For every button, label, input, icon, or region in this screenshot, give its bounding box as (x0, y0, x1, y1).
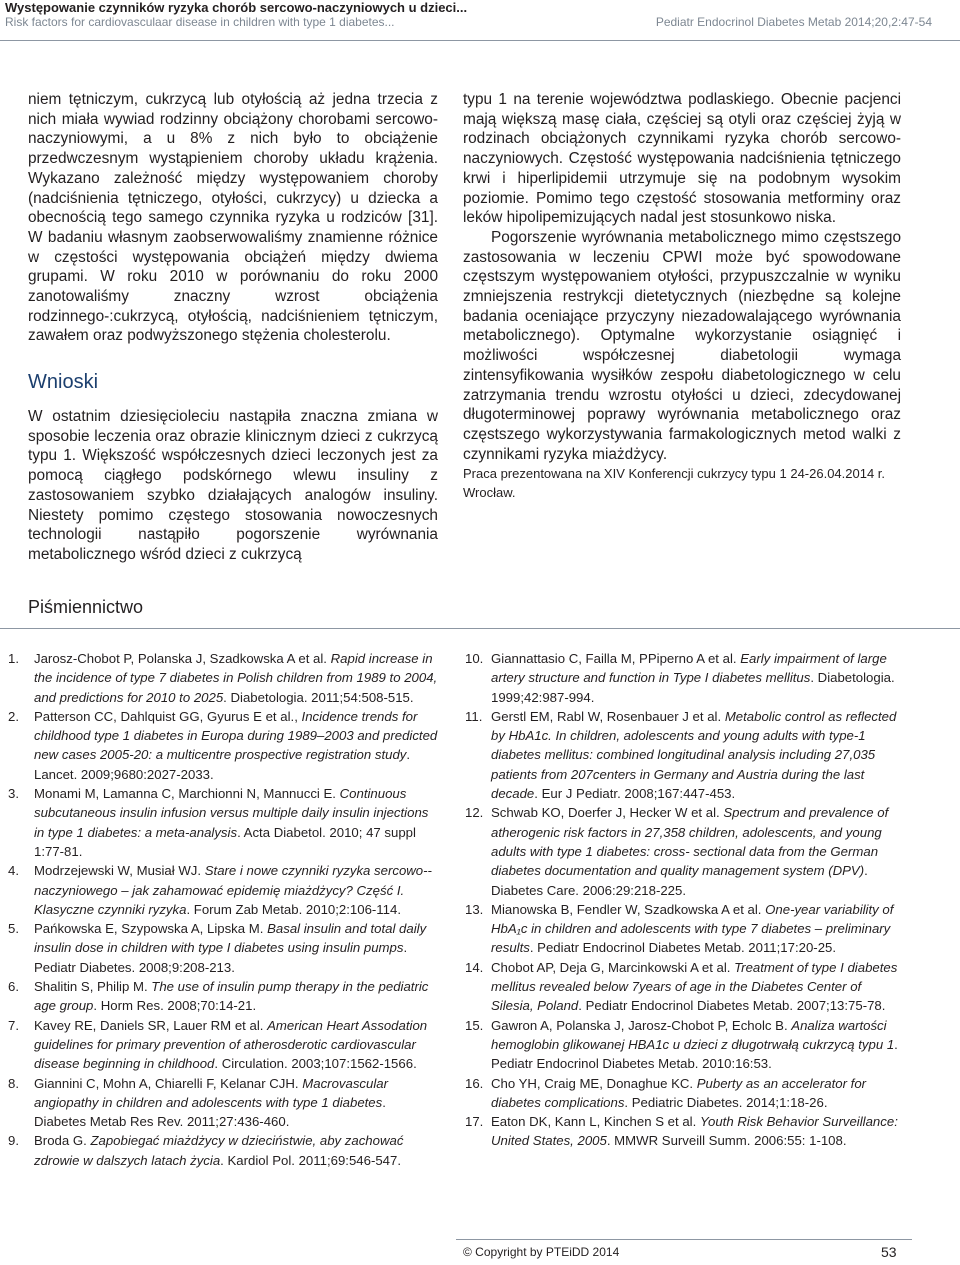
reference-text (34, 977, 438, 1016)
reference-item (465, 803, 901, 899)
reference-number: 13. (465, 901, 484, 917)
reference-title: Treatment of type I diabetes mellitus revealed below 7years of age in the Diabetes Center of Silesia, Poland (491, 959, 898, 1014)
reference-authors: Shalitin S, Philip M. (34, 979, 152, 995)
reference-title: Incidence trends for childhood type 1 diabetes in Europa during 1989–2003 and predicted new cases 2005-20: a multicentre prospective registration study (34, 708, 438, 763)
reference-source: . Acta Diabetol. 2010; 47 suppl 1:77-81. (34, 824, 416, 859)
reference-number: 12. (465, 805, 484, 821)
reference-title: Zapobiegać miażdżycy w dzieciństwie, aby zachować zdrowie w dalszych latach życia (34, 1133, 404, 1168)
reference-title: Puberty as an accelerator for diabetes complications (491, 1075, 867, 1110)
reference-title: Analiza wartości hemoglobin glikowanej HBA1c u dzieci z długotrwałą cukrzycą typu 1 (491, 1017, 895, 1052)
reference-authors: Patterson CC, Dahlquist GG, Gyurus E et al., (34, 708, 302, 724)
reference-title: Continuous subcutaneous insulin infusion versus multiple daily insulin injections in type 1 diabetes: a meta-analysis (34, 786, 429, 840)
reference-source: . Diabetologia. 1999;42:987-994. (491, 670, 895, 705)
right-column-text (463, 90, 901, 502)
reference-item (8, 1016, 438, 1074)
reference-authors: Giannini C, Mohn A, Chiarelli F, Kelanar CJH. (34, 1075, 303, 1091)
reference-source: . Diabetologia. 2011;54:508-515. (223, 689, 414, 705)
reference-text (34, 707, 438, 784)
reference-title: The use of insulin pump therapy in the pediatric age group (34, 979, 429, 1014)
reference-source: . Pediatr Endocrinol Diabetes Metab. 2010:16:53. (491, 1036, 898, 1072)
reference-source: . Pediatr Diabetes. 2008;9:208-213. (34, 940, 408, 975)
references-heading: Piśmiennictwo (28, 597, 144, 617)
reference-title: Youth Risk Behavior Surveillance: United States, 2005 (491, 1114, 898, 1149)
reference-number: 8. (8, 1075, 19, 1091)
reference-title: Early impairment of large artery structure and function in Type I diabetes mellitus (491, 651, 887, 686)
reference-source: . Kardiol Pol. 2011;69:546-547. (220, 1152, 402, 1168)
reference-authors: Giannattasio C, Failla M, PPiperno A et al. (491, 651, 741, 666)
reference-authors: Kavey RE, Daniels SR, Lauer RM et al. (34, 1017, 268, 1033)
reference-text (491, 1016, 901, 1074)
reference-title: American Heart Assodation guidelines for primary prevention of atherosderotic cardiovascular disease beginning in childhood (34, 1017, 428, 1072)
references-divider (0, 628, 960, 629)
reference-text (491, 958, 901, 1016)
body-paragraph: Pogorszenie wyrównania metabolicznego mimo częstszego zastosowania w leczeniu CPWI może być spowodowane częstszym występowaniem otyłości, przypuszczalnie w wyniku zmniejszenia restrykcji dietetycznych (niezbędne są kolejne badania oceniające przyczyny niezadowalającego wyrównania metabolicznego). Optymalne wykorzystanie osiągnięć i możliwości współczesnej diabetologii wymaga zintensyfikowania wysiłków zespołu diabetologicznego w celu zatrzymania trendu wzrostu otyłości u dzieci, zdecydowanej długoterminowej poprawy wyrównania metabolicznego oraz częstszego wykorzystywania farmakologicznych metod walki z czynnikami ryzyka miażdżycy. (463, 228, 901, 463)
reference-number: 4. (8, 863, 19, 879)
reference-authors: Mianowska B, Fendler W, Szadkowska A et al. (491, 901, 766, 917)
reference-authors: Chobot AP, Deja G, Marcinkowski A et al. (491, 959, 735, 975)
reference-text (491, 707, 901, 803)
reference-number: 14. (465, 959, 484, 975)
reference-title: One-year variability of HbA₁c in children and adolescents with type 7 diabetes – preliminary results (491, 901, 894, 956)
reference-source: . Horm Res. 2008;70:14-21. (93, 998, 257, 1014)
reference-text (34, 1074, 438, 1132)
body-paragraph: niem tętniczym, cukrzycą lub otyłością aż jedna trzecia z nich miała wywiad rodzinny obciążony chorobami sercowo-naczyniowymi, a u 8% z nich było to obciążenie przedwczesnym wystąpieniem choroby układu krążenia. Wykazano zależność między występowaniem choroby (nadciśnienia tętniczego, otyłości, cukrzycy) u dziecka a obecnością tego samego czynnika ryzyka u rodziców [31]. W badaniu własnym zaobserwowaliśmy znamienne różnice w częstości występowania obciążeń między dwiema grupami. W roku 2010 w porównaniu do roku 2000 zanotowaliśmy znaczny wzrost obciążenia rodzinnego-:cukrzycą, otyłością, nadciśnieniem tętniczym, zawałem oraz podwyższonego stężenia cholesterolu. (28, 91, 438, 345)
references-list-left (8, 649, 438, 1170)
reference-item (8, 977, 438, 1016)
reference-item (8, 707, 438, 784)
reference-item (465, 900, 901, 958)
reference-authors: Pańkowska E, Szypowska A, Lipska M. (34, 921, 268, 937)
reference-item (465, 649, 901, 707)
reference-text (491, 1074, 901, 1113)
reference-item (8, 861, 438, 919)
reference-number: 15. (465, 1017, 484, 1033)
page-number: 53 (881, 1244, 897, 1260)
reference-item (465, 958, 901, 1016)
reference-text (34, 1016, 438, 1074)
reference-title: Metabolic control as reflected by HbA1c. In children, adolescents and young adults with type-1 diabetes mellitus: combined longitudinal analysis including 27,035 patients from 207centers in Germany and Austria during the last decade (491, 708, 897, 802)
reference-number: 3. (8, 786, 19, 802)
reference-title: Macrovascular angiopathy in children and adolescents with type 1 diabetes (34, 1075, 389, 1110)
reference-item (8, 784, 438, 861)
reference-number: 9. (8, 1133, 19, 1149)
reference-number: 1. (8, 651, 19, 666)
running-subtitle: Risk factors for cardiovasculaar disease in children with type 1 diabetes... (5, 15, 395, 29)
reference-text (491, 803, 901, 899)
reference-item (8, 919, 438, 977)
reference-authors: Schwab KO, Doerfer J, Hecker W et al. (491, 805, 724, 821)
body-paragraph: W ostatnim dziesięcioleciu nastąpiła znaczna zmiana w sposobie leczenia oraz obrazie klinicznym dzieci z cukrzycą typu 1. Większość współczesnych dzieci leczonych jest za pomocą ciągłego podskórnego wlewu insuliny z zastosowaniem szybko działających analogów insuliny. Niestety pomimo częstego stosowania nowoczesnych technologii nastąpiło pogorszenie wyrównania metabolicznego wśród dzieci z cukrzycą (28, 408, 438, 563)
reference-number: 7. (8, 1017, 19, 1033)
reference-text (491, 1112, 901, 1151)
left-column-text (28, 90, 438, 346)
reference-number: 10. (465, 651, 484, 666)
reference-source: . Pediatr Endocrinol Diabetes Metab. 2011;17:20-25. (529, 940, 837, 956)
reference-source: . Diabetes Care. 2006:29:218-225. (491, 863, 868, 898)
reference-title: Basal insulin and total daily insulin dose in children with type I diabetes using insulin pumps (34, 921, 427, 956)
reference-text (34, 861, 438, 919)
reference-authors: Jarosz-Chobot P, Polanska J, Szadkowska A et al. (34, 651, 331, 666)
reference-item (465, 1074, 901, 1113)
reference-authors: Broda G. (34, 1133, 91, 1149)
copyright: © Copyright by PTEiDD 2014 (463, 1245, 620, 1259)
presentation-note: Praca prezentowana na XIV Konferencji cukrzycy typu 1 24-26.04.2014 r. Wrocław. (463, 466, 886, 501)
reference-item (8, 649, 438, 707)
reference-source: . Lancet. 2009;9680:2027-2033. (34, 747, 411, 782)
header-divider (0, 40, 960, 41)
body-paragraph: typu 1 na terenie województwa podlaskiego. Obecnie pacjenci mają większą masę ciała, częściej są otyli oraz częściej żyją w rodzinach obciążonych czynnikami ryzyka chorób sercowo-naczyniowych. Częstość występowania nadciśnienia tętniczego krwi i hiperlipidemii utrzymuje się na podobnym wysokim poziomie. Pomimo tego częstość stosowania metforminy oraz leków hipolipemizujących nadal jest stosunkowo niska. (463, 91, 901, 227)
reference-number: 2. (8, 708, 19, 724)
reference-text (491, 900, 901, 958)
journal-citation: Pediatr Endocrinol Diabetes Metab 2014;20,2:47-54 (655, 15, 932, 29)
reference-source: . Circulation. 2003;107:1562-1566. (214, 1056, 417, 1072)
reference-item (8, 1074, 438, 1132)
references-list-right (465, 649, 901, 1151)
reference-title: Spectrum and prevalence of atherogenic risk factors in 27,358 children, adolescents, and young adults with type 1 diabetes: cross- sectional data from the German diabetes documentation and quality management system (DPV) (491, 805, 889, 879)
section-heading: Wnioski (28, 371, 99, 393)
reference-source: . Diabetes Metab Res Rev. 2011;27:436-460. (34, 1094, 386, 1130)
reference-source: . Pediatr Endocrinol Diabetes Metab. 2007;13:75-78. (578, 998, 886, 1014)
reference-authors: Monami M, Lamanna C, Marchionni N, Mannucci E. (34, 786, 340, 802)
reference-title: Rapid increase in the incidence of type 7 diabetes in Polish children from 1989 to 2004, and predictions for 2010 to 2025 (34, 651, 438, 705)
reference-text (34, 919, 438, 977)
reference-number: 6. (8, 979, 19, 995)
reference-source: . Eur J Pediatr. 2008;167:447-453. (534, 786, 736, 802)
reference-text (34, 649, 438, 707)
reference-authors: Gawron A, Polanska J, Jarosz-Chobot P, Echolc B. (491, 1017, 792, 1033)
reference-source: . Forum Zab Metab. 2010;2:106-114. (186, 901, 401, 917)
reference-text (34, 1131, 438, 1170)
reference-authors: Eaton DK, Kann L, Kinchen S et al. (491, 1114, 700, 1130)
conclusions-text (28, 407, 438, 565)
reference-title: Stare i nowe czynniki ryzyka sercowo--naczyniowego – jak zahamować epidemię miażdżycy? Część I. Klasyczne czynniki ryzyka (34, 863, 432, 917)
reference-authors: Cho YH, Craig ME, Donaghue KC. (491, 1075, 697, 1091)
reference-authors: Gerstl EM, Rabl W, Rosenbauer J et al. (491, 708, 725, 724)
footer-divider (456, 1239, 912, 1240)
reference-source: . MMWR Surveill Summ. 2006:55: 1-108. (606, 1133, 847, 1149)
reference-number: 17. (465, 1114, 484, 1130)
reference-number: 11. (465, 708, 483, 724)
reference-number: 5. (8, 921, 19, 937)
reference-item (465, 707, 901, 803)
reference-number: 16. (465, 1075, 484, 1091)
reference-item (8, 1131, 438, 1170)
reference-authors: Modrzejewski W, Musiał WJ. (34, 863, 205, 879)
reference-item (465, 1112, 901, 1151)
reference-text (34, 784, 438, 861)
running-title: Występowanie czynników ryzyka chorób sercowo-naczyniowych u dzieci... (5, 0, 468, 15)
reference-item (465, 1016, 901, 1074)
reference-source: . Pediatric Diabetes. 2014;1:18-26. (624, 1094, 828, 1110)
reference-text (491, 649, 901, 707)
